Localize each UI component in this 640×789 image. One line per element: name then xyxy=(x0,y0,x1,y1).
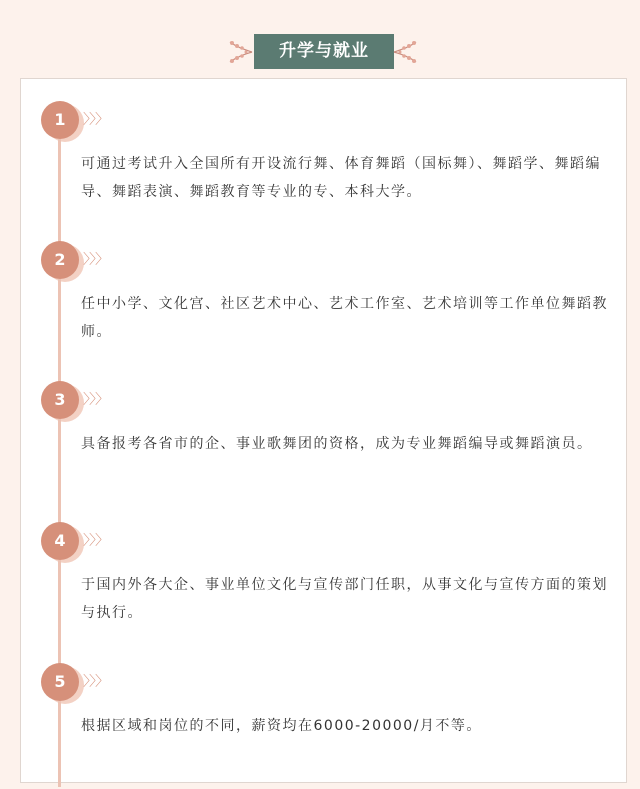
chevron-right-icon: 〉〉〉 xyxy=(83,252,108,268)
number-badge: 2 xyxy=(41,241,79,279)
timeline-line xyxy=(58,419,61,531)
item-text: 具备报考各省市的企、事业歌舞团的资格，成为专业舞蹈编导或舞蹈演员。 xyxy=(81,436,593,452)
item-text: 可通过考试升入全国所有开设流行舞、体育舞蹈（国标舞）、舞蹈学、舞蹈编导、舞蹈表演、舞蹈教育等专业的专、本科大学。 xyxy=(81,156,601,200)
timeline-line xyxy=(58,279,61,391)
floral-sprig-icon xyxy=(392,36,418,68)
section-title: 升学与就业 xyxy=(254,34,394,69)
number-badge: 3 xyxy=(41,381,79,419)
number-badge: 4 xyxy=(41,522,79,560)
chevron-right-icon: 〉〉〉 xyxy=(83,392,108,408)
chevron-right-icon: 〉〉〉 xyxy=(83,112,108,128)
item-text: 任中小学、文化宫、社区艺术中心、艺术工作室、艺术培训等工作单位舞蹈教师。 xyxy=(81,296,608,340)
content-card xyxy=(20,78,627,783)
section-header xyxy=(0,32,640,72)
item-text: 根据区域和岗位的不同，薪资均在6000-20000/月不等。 xyxy=(81,718,482,734)
timeline-line xyxy=(58,701,61,787)
floral-sprig-icon xyxy=(228,36,254,68)
chevron-right-icon: 〉〉〉 xyxy=(83,674,108,690)
item-text: 于国内外各大企、事业单位文化与宣传部门任职，从事文化与宣传方面的策划与执行。 xyxy=(81,577,608,621)
timeline-line xyxy=(58,139,61,251)
timeline-line xyxy=(58,560,61,672)
chevron-right-icon: 〉〉〉 xyxy=(83,533,108,549)
number-badge: 5 xyxy=(41,663,79,701)
number-badge: 1 xyxy=(41,101,79,139)
